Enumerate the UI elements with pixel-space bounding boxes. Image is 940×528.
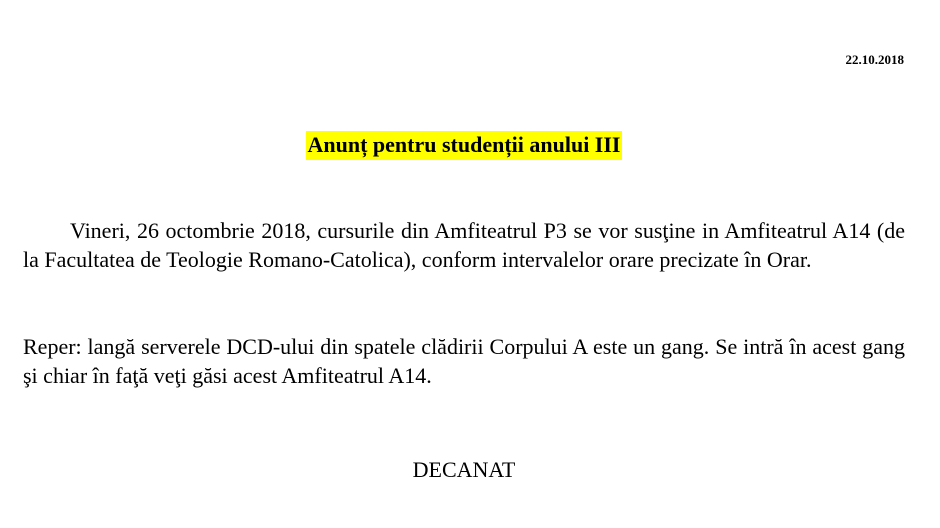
document-date: 22.10.2018 bbox=[845, 52, 904, 67]
paragraph-schedule-change: Vineri, 26 octombrie 2018, cursurile din Amfiteatrul P3 se vor susţine in Amfiteatrul A14 (de la Facultatea de Teologie Romano-Catolica), conform intervalelor orare precizate în Orar. bbox=[23, 218, 905, 272]
signature-decanat: DECANAT bbox=[412, 457, 516, 482]
paragraph-directions: Reper: langă serverele DCD-ului din spatele clădirii Corpului A este un gang. Se intră în acest gang şi chiar în faţă veţi găsi acest Amfiteatrul A14. bbox=[23, 334, 905, 388]
announcement-title: Anunț pentru studenții anului III bbox=[306, 131, 621, 160]
title-container bbox=[0, 131, 928, 160]
